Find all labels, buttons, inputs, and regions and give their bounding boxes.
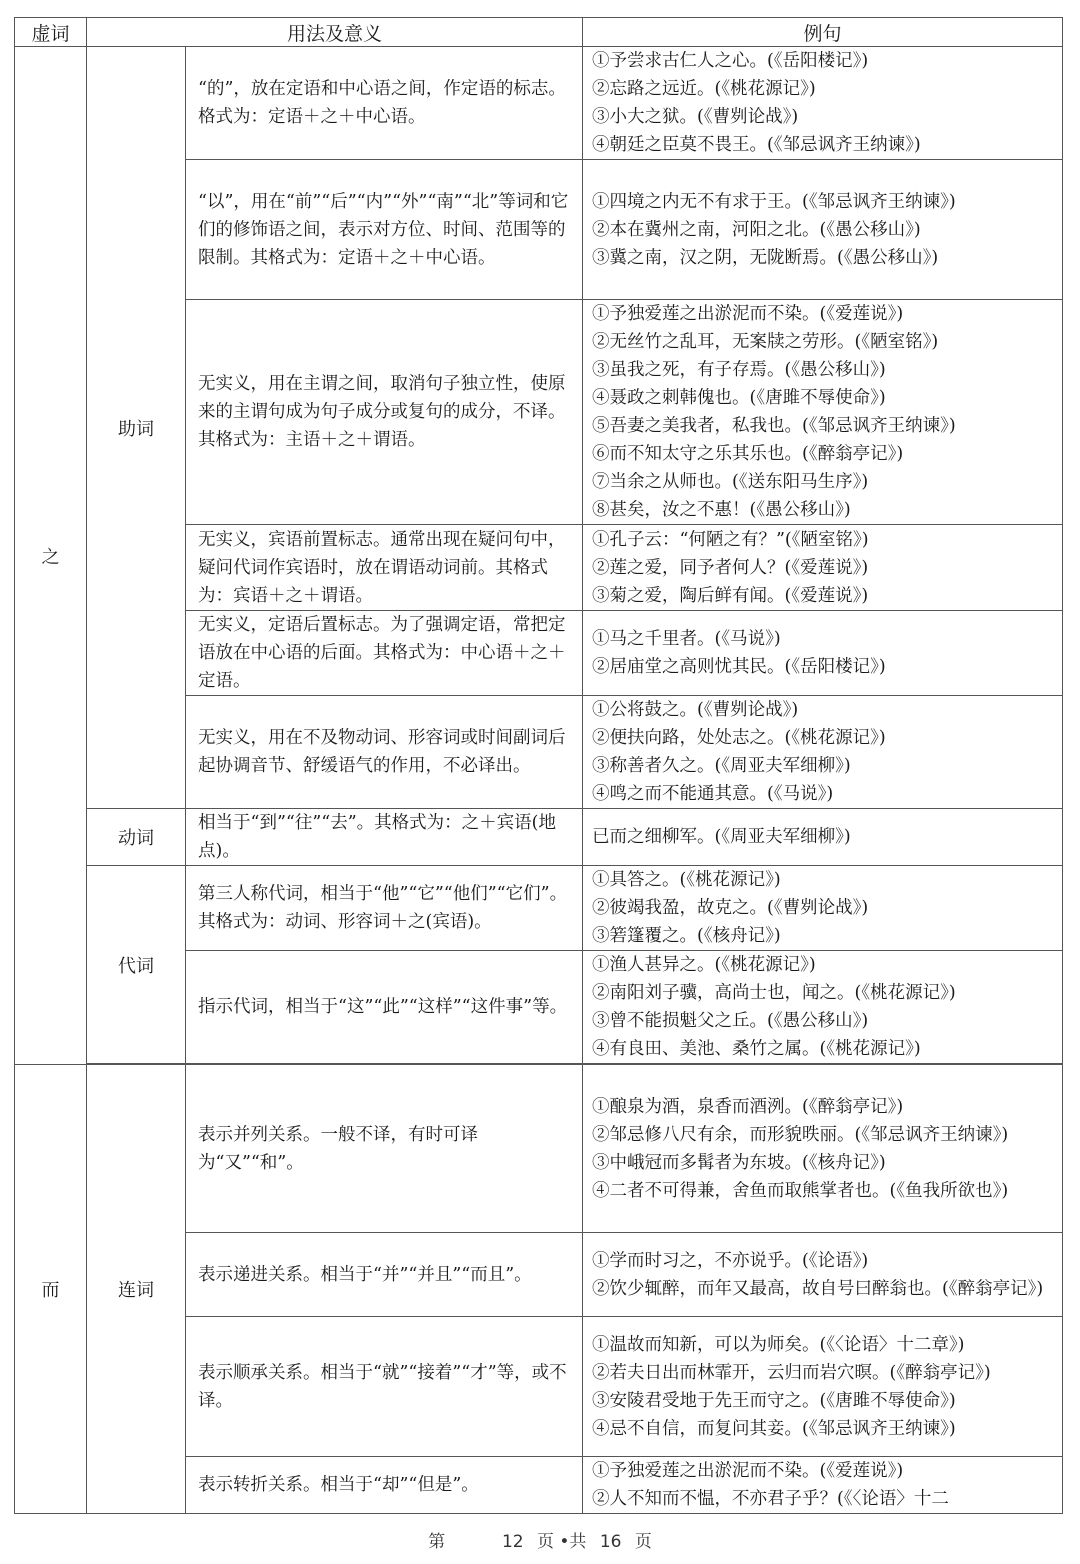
part-of-speech-cell: 动词 [87, 809, 186, 866]
examples-cell [583, 951, 1063, 1064]
part-of-speech-cell: 助词 [87, 47, 186, 809]
example-line: ③菊之爱，陶后鲜有闻。(《爱莲说》) [592, 585, 869, 606]
example-line: ③曾不能损魁父之丘。(《愚公移山》) [592, 1011, 869, 1031]
example-line: ②本在冀州之南，河阳之北。(《愚公移山》) [592, 219, 921, 240]
example-line: 已而之细柳军。(《周亚夫军细柳》) [592, 827, 851, 847]
examples-cell [583, 160, 1063, 300]
example-line: ③冀之南，汉之阴，无陇断焉。(《愚公移山》) [592, 247, 939, 268]
example-line: ①马之千里者。(《马说》) [592, 629, 781, 649]
usage-cell: 指示代词，相当于“这”“此”“这样”“这件事”等。 [186, 951, 583, 1064]
examples-cell [583, 1065, 1063, 1233]
table-row [15, 866, 1063, 951]
page-footer [0, 1527, 1080, 1552]
usage-cell: 无实义，宾语前置标志。通常出现在疑问句中，疑问代词作宾语时，放在谓语动词前。其格式为：宾语＋之＋谓语。 [186, 525, 583, 611]
example-line: ②便扶向路，处处志之。(《桃花源记》) [592, 728, 886, 748]
example-line: ②人不知而不愠，不亦君子乎？(《〈论语〉十二 [592, 1489, 949, 1509]
example-line: ②无丝竹之乱耳，无案牍之劳形。(《陋室铭》) [592, 332, 939, 352]
usage-cell: 第三人称代词，相当于“他”“它”“他们”“它们”。其格式为：动词、形容词＋之(宾语)。 [186, 866, 583, 951]
usage-cell: 表示并列关系。一般不译，有时可译为“又”“和”。 [186, 1065, 583, 1233]
usage-cell: 表示转折关系。相当于“却”“但是”。 [186, 1457, 583, 1514]
example-line: ④朝廷之臣莫不畏王。(《邹忌讽齐王纳谏》) [592, 135, 921, 155]
example-line: ①予独爱莲之出淤泥而不染。(《爱莲说》) [592, 304, 904, 324]
example-line: ②邹忌修八尺有余，而形貌昳丽。(《邹忌讽齐王纳谏》) [592, 1124, 1009, 1145]
example-line: ②彼竭我盈，故克之。(《曹刿论战》) [592, 898, 869, 918]
page-separator: 页 •共 [536, 1532, 587, 1552]
example-line: ⑦当余之从师也。(《送东阳马生序》) [592, 472, 869, 492]
table-row [15, 1065, 1063, 1233]
example-line: ⑥而不知太守之乐其乐也。(《醉翁亭记》) [592, 444, 904, 464]
example-line: ④鸣之而不能通其意。(《马说》) [592, 784, 834, 804]
example-line: ①四境之内无不有求于王。(《邹忌讽齐王纳谏》) [592, 191, 956, 212]
examples-cell [583, 696, 1063, 809]
example-line: ⑧甚矣，汝之不惠！(《愚公移山》) [592, 500, 851, 520]
examples-cell [583, 525, 1063, 611]
example-line: ②忘路之远近。(《桃花源记》) [592, 79, 816, 99]
header-function-word: 虚词 [15, 18, 87, 47]
examples-cell [583, 1457, 1063, 1514]
part-of-speech-cell: 连词 [87, 1065, 186, 1514]
example-line: ①具答之。(《桃花源记》) [592, 870, 781, 890]
function-word-cell: 之 [15, 47, 87, 1065]
example-line: ①公将鼓之。(《曹刿论战》) [592, 700, 799, 720]
example-line: ①予独爱莲之出淤泥而不染。(《爱莲说》) [592, 1461, 904, 1481]
example-line: ①孔子云：“何陋之有？”(《陋室铭》) [592, 529, 869, 550]
example-line: ①酿泉为酒，泉香而酒洌。(《醉翁亭记》) [592, 1096, 904, 1117]
example-line: ④聂政之刺韩傀也。(《唐雎不辱使命》) [592, 388, 886, 408]
usage-cell: 无实义，用在主谓之间，取消句子独立性，使原来的主谓句成为句子成分或复句的成分，不译。其格式为：主语＋之＋谓语。 [186, 300, 583, 525]
table-row [15, 47, 1063, 160]
examples-cell [583, 611, 1063, 696]
page-prefix: 第 [428, 1532, 446, 1552]
example-line: ②南阳刘子骥，高尚士也，闻之。(《桃花源记》) [592, 983, 956, 1003]
usage-cell: “以”，用在“前”“后”“内”“外”“南”“北”等词和它们的修饰语之间，表示对方位、时间、范围等的限制。其格式为：定语＋之＋中心语。 [186, 160, 583, 300]
usage-cell: 无实义，定语后置标志。为了强调定语，常把定语放在中心语的后面。其格式为：中心语＋之＋定语。 [186, 611, 583, 696]
example-line: ③箬篷覆之。(《核舟记》) [592, 926, 781, 946]
example-line: ④有良田、美池、桑竹之属。(《桃花源记》) [592, 1039, 921, 1059]
examples-cell [583, 809, 1063, 866]
usage-cell: 表示顺承关系。相当于“就”“接着”“才”等，或不译。 [186, 1317, 583, 1457]
header-examples: 例句 [583, 18, 1063, 47]
part-of-speech-cell: 代词 [87, 866, 186, 1064]
example-line: ②莲之爱，同予者何人？(《爱莲说》) [592, 557, 869, 578]
usage-cell: “的”，放在定语和中心语之间，作定语的标志。格式为：定语＋之＋中心语。 [186, 47, 583, 160]
header-usage: 用法及意义 [87, 18, 583, 47]
table-header-row [15, 18, 1063, 47]
example-line: ⑤吾妻之美我者，私我也。(《邹忌讽齐王纳谏》) [592, 416, 956, 436]
total-pages: 16 [599, 1532, 622, 1552]
usage-cell: 相当于“到”“往”“去”。其格式为：之＋宾语(地点)。 [186, 809, 583, 866]
example-line: ②饮少辄醉，而年又最高，故自号曰醉翁也。(《醉翁亭记》) [592, 1278, 1044, 1299]
example-line: ③安陵君受地于先王而守之。(《唐雎不辱使命》) [592, 1390, 956, 1411]
example-line: ①予尝求古仁人之心。(《岳阳楼记》) [592, 51, 869, 71]
function-word-cell: 而 [15, 1065, 87, 1514]
example-line: ③称善者久之。(《周亚夫军细柳》) [592, 756, 851, 776]
example-line: ④忌不自信，而复问其妾。(《邹忌讽齐王纳谏》) [592, 1418, 956, 1439]
example-line: ③小大之狱。(《曹刿论战》) [592, 107, 799, 127]
examples-cell [583, 47, 1063, 160]
example-line: ①学而时习之，不亦说乎。(《论语》) [592, 1250, 869, 1271]
example-line: ③虽我之死，有子存焉。(《愚公移山》) [592, 360, 886, 380]
function-words-table [14, 17, 1063, 1514]
examples-cell [583, 1233, 1063, 1317]
current-page-number: 12 [501, 1532, 524, 1552]
example-line: ③中峨冠而多髯者为东坡。(《核舟记》) [592, 1152, 886, 1173]
usage-cell: 表示递进关系。相当于“并”“并且”“而且”。 [186, 1233, 583, 1317]
example-line: ①温故而知新，可以为师矣。(《〈论语〉十二章》) [592, 1334, 965, 1355]
page-suffix: 页 [634, 1532, 652, 1552]
table-row [15, 809, 1063, 866]
example-line: ②居庙堂之高则忧其民。(《岳阳楼记》) [592, 657, 886, 677]
usage-cell: 无实义，用在不及物动词、形容词或时间副词后起协调音节、舒缓语气的作用，不必译出。 [186, 696, 583, 809]
example-line: ②若夫日出而林霏开，云归而岩穴暝。(《醉翁亭记》) [592, 1362, 991, 1383]
example-line: ①渔人甚异之。(《桃花源记》) [592, 955, 816, 975]
examples-cell [583, 300, 1063, 525]
examples-cell [583, 1317, 1063, 1457]
example-line: ④二者不可得兼，舍鱼而取熊掌者也。(《鱼我所欲也》) [592, 1180, 1009, 1201]
examples-cell [583, 866, 1063, 951]
